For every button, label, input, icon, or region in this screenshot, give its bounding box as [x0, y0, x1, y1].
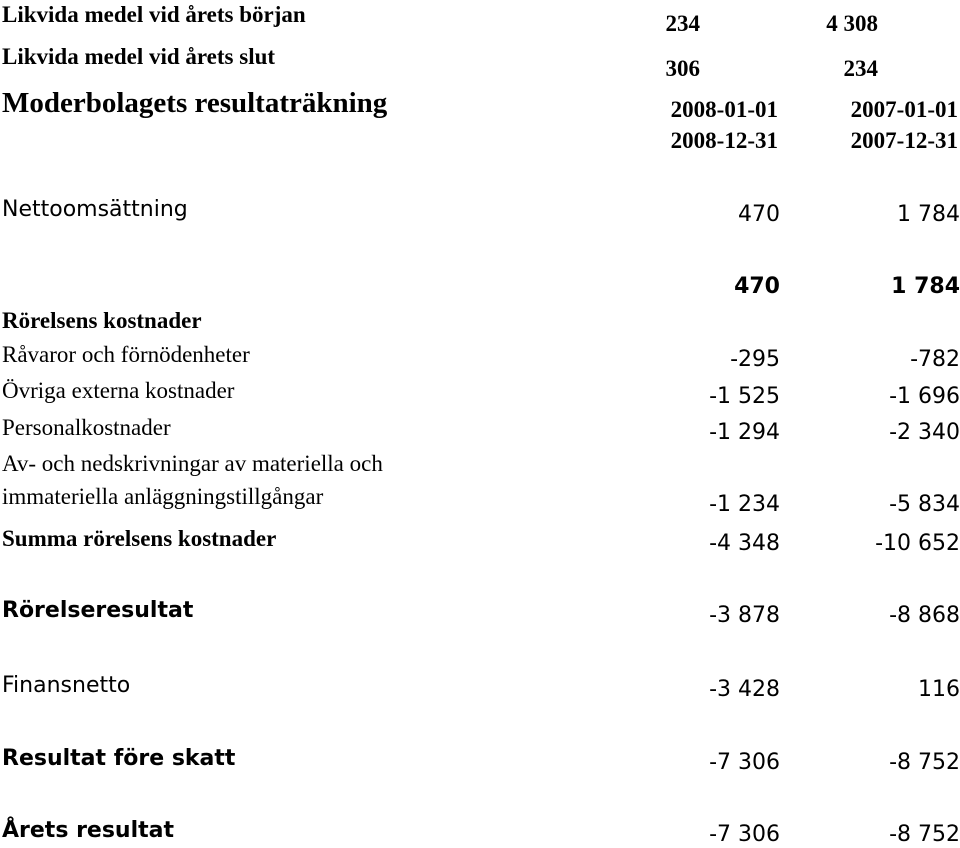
cost-item-other-external-2007: -1 696 [889, 384, 960, 409]
year-result-2007: -8 752 [889, 822, 960, 847]
revenue-total-2008: 470 [734, 274, 780, 299]
net-sales-2008: 470 [738, 202, 780, 227]
cost-item-depreciation-2008: -1 234 [709, 492, 780, 517]
operating-result-2008: -3 878 [709, 603, 780, 628]
cost-item-personnel-2007: -2 340 [889, 420, 960, 445]
costs-total-2008: -4 348 [709, 531, 780, 556]
cost-item-other-external-label: Övriga externa kostnader [2, 378, 235, 403]
net-sales-2007: 1 784 [897, 202, 960, 227]
cost-item-depreciation-2007: -5 834 [889, 492, 960, 517]
statement-title: Moderbolagets resultaträkning [2, 87, 388, 119]
cash-end-label: Likvida medel vid årets slut [2, 44, 276, 69]
financial-net-2007: 116 [918, 677, 960, 702]
cash-start-2008: 234 [665, 11, 700, 36]
cost-item-other-external-2008: -1 525 [709, 384, 780, 409]
cash-end-2007: 234 [843, 56, 878, 81]
cost-item-raw-materials-2007: -782 [910, 347, 960, 372]
cash-end-2008: 306 [665, 56, 700, 81]
cost-item-depreciation-label-line1: Av- och nedskrivningar av materiella och [2, 451, 383, 476]
result-before-tax-label: Resultat före skatt [2, 746, 236, 771]
revenue-total-2007: 1 784 [891, 274, 960, 299]
cost-item-raw-materials-label: Råvaror och förnödenheter [2, 342, 250, 367]
costs-total-label: Summa rörelsens kostnader [2, 526, 277, 551]
costs-heading: Rörelsens kostnader [2, 308, 202, 333]
financial-net-label: Finansnetto [2, 673, 131, 698]
financial-net-2008: -3 428 [709, 677, 780, 702]
period-2007-end: 2007-12-31 [850, 128, 958, 153]
costs-total-2007: -10 652 [875, 531, 960, 556]
year-result-2008: -7 306 [709, 822, 780, 847]
net-sales-label: Nettoomsättning [2, 197, 188, 222]
cash-start-2007: 4 308 [826, 11, 878, 36]
period-2007-start: 2007-01-01 [850, 97, 958, 122]
period-2008-end: 2008-12-31 [670, 128, 778, 153]
result-before-tax-2007: -8 752 [889, 750, 960, 775]
period-2008-start: 2008-01-01 [670, 97, 778, 122]
cost-item-raw-materials-2008: -295 [730, 347, 780, 372]
cost-item-personnel-2008: -1 294 [709, 420, 780, 445]
operating-result-label: Rörelseresultat [2, 598, 194, 623]
cost-item-personnel-label: Personalkostnader [2, 415, 171, 440]
year-result-label: Årets resultat [2, 818, 175, 843]
operating-result-2007: -8 868 [889, 603, 960, 628]
cash-start-label: Likvida medel vid årets början [2, 2, 306, 27]
result-before-tax-2008: -7 306 [709, 750, 780, 775]
cost-item-depreciation-label-line2: immateriella anläggningstillgångar [2, 484, 324, 509]
